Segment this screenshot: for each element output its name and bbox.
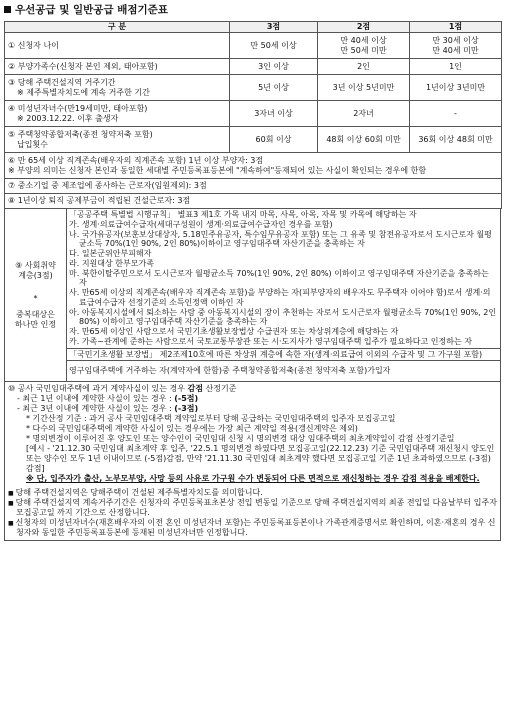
penalty-head-text: ⑩ 공사 국민임대주택에 과거 계약사실이 있는 경우 (8, 384, 188, 394)
label-line: 중복대상은 (16, 310, 55, 319)
label-note: ※ 2003.12.22. 이후 출생자 (17, 113, 119, 123)
vulnerable-item (69, 327, 498, 337)
penalty-note: * 다수의 국민임대주택에 계약한 사실이 있는 경우에는 가장 최근 계약일 적용(갱신계약은 제외) (26, 424, 358, 434)
cell-1pt: 1년이상 3년미만 (410, 75, 502, 101)
table-row (5, 33, 502, 59)
item-key: 가. (69, 219, 80, 229)
penalty-line-text: - 최근 3년 이내에 계약한 사실이 있는 경우 : (17, 404, 175, 414)
row-full (5, 153, 502, 179)
bullet-icon: ■ (8, 500, 14, 508)
penalty-warning: ※ 단, 입주자가 출산, 노부모부양, 사망 등의 사유로 가구원 수가 변동되어 다른 면적으로 재신청하는 경우 감점 적용을 배제한다. (26, 474, 480, 484)
row-label: ② 부양가족수(신청자 본인 제외, 태아포함) (5, 59, 230, 75)
cell-2pt: 48회 이상 60회 미만 (318, 127, 410, 153)
penalty-note: * 명의변경이 이루어진 후 양도인 또는 양수인이 국민임대 신청 시 명의변경 대상 임대주택의 최초계약일이 감점 산정기준일 (26, 434, 455, 444)
label-line: ⑨ 사회취약 (15, 260, 56, 270)
item-key: 다. (69, 249, 80, 258)
square-bullet-icon (4, 6, 11, 13)
header-1pt: 1점 (410, 22, 502, 33)
item-key: 사. (69, 288, 80, 297)
row-note: ※ 부양의 의미는 신청자 본인과 동일한 세대별 주민등록표등본에 "계속하여"등재되어 있는 사실이 확인되는 경우에 한함 (8, 165, 427, 175)
item-key: 라. (69, 258, 80, 268)
penalty-example: [예시 - '21.12.30 국민임대 최초계약 후 입주, '22.5.1 명의변경 하였다면 모집공고일(22.12.23) 기준 국민임대주택 재신청시 양도인 또는 양수인 모두 1년 이내이므로 (-5점)감점, 만약 '21.11.30 국민임대 최초계약 했다면 모집공고일 기준 1년 초과하였으므로 (-3점)감점] (26, 444, 495, 474)
cell-2pt: 2인 (318, 59, 410, 75)
cell-line: 만 40세 이상 (340, 35, 387, 45)
vulnerable-item (69, 249, 498, 259)
cell-1pt: 36회 이상 48회 미만 (410, 127, 502, 153)
vulnerable-item (69, 308, 498, 328)
cell-3pt: 3자녀 이상 (230, 101, 318, 127)
row-label (5, 127, 230, 153)
header-2pt: 2점 (318, 22, 410, 33)
table-row (5, 194, 502, 209)
bullet-icon: ■ (8, 520, 14, 528)
vulnerable-item (69, 230, 498, 250)
penalty-head-text: 산정기준 (203, 384, 237, 394)
row-text: ⑥ 만 65세 이상 직계존속(배우자의 직계존속 포함) 1년 이상 부양자: 3점 (8, 155, 264, 165)
item-key: 자. (69, 327, 80, 336)
header-category: 구 분 (5, 22, 230, 33)
footer-note-text: 신청자의 미성년자녀수(재혼배우자의 이전 혼인 미성년자녀 포함)는 주민등록표등본이나 가족관계증명서로 확인하며, 이혼·재혼의 경우 신청자와 동일한 주민등록표등본에 등재된 미성년자녀만 인정합니다. (15, 518, 496, 538)
box-head: 「공공주택 특별법 시행규칙」 별표3 제1호 가목 내지 마목, 사목, 아목, 자목 및 카목에 해당하는 자 (69, 210, 417, 219)
label-line: * (33, 294, 38, 304)
table-row (5, 59, 502, 75)
vulnerable-item (69, 220, 498, 230)
cell-2pt: 2자녀 (318, 101, 410, 127)
item-text: 국가유공자(보훈보상대상자, 5.18민주유공자, 특수임무유공자 포함) 또는 그 유족 및 참전유공자로서 도시근로자 월평균소득 70%(1인 90%, 2인 80%)이하이고 영구임대주택 자산기준을 충족하는 자 (79, 229, 492, 249)
bullet-icon: ■ (8, 490, 14, 498)
vulnerable-item (69, 259, 498, 269)
item-text: 만65세 이상의 직계존속(배우자 직계존속 포함)을 부양하는 자(피부양자의 배우자도 무주택자 이어야 함)로서 생계·의료급여수급자 선정기준의 소득인정액 이하인 자 (79, 288, 491, 307)
section-title-text: 우선공급 및 일반공급 배점기준표 (15, 4, 168, 16)
item-text: 아동복지시설에서 퇴소하는 사람 중 아동복지시설의 장이 추천하는 자로서 도시근로자 월평균소득 70%(1인 90%, 2인 80%) 이하이고 영구임대주택 자산기준을 충족하는 자 (79, 307, 497, 327)
item-text: 생계·의료급여수급자(세대구성원이 생계·의료급여수급자인 경우를 포함) (81, 219, 333, 229)
header-3pt: 3점 (230, 22, 318, 33)
score-table (4, 21, 502, 209)
cell-1pt (410, 33, 502, 59)
footer-note (8, 498, 497, 518)
footer-list (8, 488, 497, 538)
vulnerable-content (67, 209, 501, 382)
section-title (4, 3, 501, 17)
penalty-section (4, 382, 501, 486)
item-key: 나. (69, 229, 80, 239)
item-key: 마. (69, 268, 80, 278)
vulnerable-items (69, 220, 498, 347)
table-row (5, 209, 501, 382)
cell-line: 만 40세 미만 (432, 45, 479, 55)
penalty-line (8, 404, 497, 414)
label-line: 계층(3점) (18, 270, 53, 280)
footer-note (8, 518, 497, 538)
inner-row (67, 209, 500, 348)
item-key: 카. (69, 336, 80, 346)
table-row (5, 153, 502, 179)
inner-cell (67, 209, 500, 348)
vulnerable-group-table (4, 209, 501, 382)
page (4, 3, 501, 722)
vulnerable-item (69, 269, 498, 289)
cell-line: 만 50세 미만 (340, 45, 387, 55)
header-row (5, 22, 502, 33)
row-label (5, 101, 230, 127)
penalty-line-text: - 최근 1년 이내에 계약한 사실이 있는 경우 : (17, 394, 175, 404)
inner-cell: 영구임대주택에 거주하는 자(계약자에 한함)중 주택청약종합저축(종전 청약저축 포함)가입자 (69, 366, 391, 376)
item-key: 아. (69, 307, 80, 317)
row-label: ① 신청자 나이 (5, 33, 230, 59)
cell-1pt: 1인 (410, 59, 502, 75)
cell-2pt: 3년 이상 5년미만 (318, 75, 410, 101)
label-line: ③ 당해 주택건설지역 거주기간 (8, 77, 116, 87)
item-text: 가족~관계에 준하는 사람으로서 국토교통부장관 또는 시·도지사가 영구임대주택 입주가 필요하다고 인정하는 자 (81, 336, 472, 346)
vulnerable-inner-table (67, 209, 500, 381)
table-row (5, 127, 502, 153)
vulnerable-item (69, 337, 498, 347)
label-line: 하나만 인정 (14, 319, 57, 329)
penalty-value: (-5점) (174, 394, 199, 404)
penalty-head-bold: 감점 (187, 384, 203, 394)
footer-note-text: 당해 주택건설지역 계속거주기간은 신청자의 주민등록표초본상 전입 변동일 기준으로 당해 주택건설지역의 최종 전입일 다음날부터 입주자 모집공고일 까지 기간으로 산정합니다. (15, 498, 497, 518)
penalty-note: * 기간산정 기준 : 과거 공사 국민임대주택 계약일로부터 당해 공급하는 국민임대주택의 입주자 모집공고일 (26, 414, 396, 424)
inner-row (67, 348, 500, 361)
table-row (5, 101, 502, 127)
penalty-head (8, 384, 497, 394)
label-line: ④ 미성년자녀수(만19세미만, 태아포함) (8, 103, 148, 113)
cell-3pt: 5년 이상 (230, 75, 318, 101)
penalty-value: (-3점) (174, 404, 199, 414)
inner-cell: 「국민기초생활 보장법」 제2조제10호에 따른 차상위 계층에 속한 자(생계·의료급여 이외의 수급자 및 그 가구원 포함) (67, 348, 500, 361)
item-text: 만65세 이상인 사람으로서 국민기초생활보장법상 수급권자 또는 차상위계층에 해당하는 자 (81, 327, 399, 336)
row-full: ⑦ 중소기업 중 제조업에 종사하는 근로자(임원제외): 3점 (5, 179, 502, 194)
item-text: 북한이탈주민으로서 도시근로자 월평균소득 70%(1인 90%, 2인 80%) 이하이고 영구임대주택 자산기준을 충족하는 자 (79, 268, 489, 288)
label-line: ⑤ 주택청약종합저축(종전 청약저축 포함) (8, 129, 153, 139)
cell-line: 만 30세 이상 (432, 35, 479, 45)
footer-note (8, 488, 497, 498)
row-label (5, 75, 230, 101)
cell-3pt: 3인 이상 (230, 59, 318, 75)
footer-note-text: 당해 주택건설지역은 당해주택이 건설된 제주특별자치도를 의미합니다. (15, 488, 263, 498)
item-text: 일본군위안부피해자 (81, 249, 152, 258)
cell-1pt: - (410, 101, 502, 127)
label-note: 납입횟수 (17, 139, 48, 149)
penalty-line (8, 394, 497, 404)
row-full: ⑧ 1년이상 퇴직 공제부금이 적립된 건설근로자: 3점 (5, 194, 502, 209)
table-row (5, 75, 502, 101)
label-note: ※ 제주특별자치도에 계속 거주한 기간 (17, 87, 150, 97)
vulnerable-item (69, 288, 498, 308)
footer-notes (4, 486, 501, 541)
item-text: 지원대상 한부모가족 (81, 258, 154, 268)
cell-3pt: 만 50세 이상 (230, 33, 318, 59)
cell-3pt: 60회 이상 (230, 127, 318, 153)
table-row (5, 179, 502, 194)
inner-row (67, 361, 500, 382)
cell-2pt (318, 33, 410, 59)
vulnerable-label (5, 209, 67, 382)
